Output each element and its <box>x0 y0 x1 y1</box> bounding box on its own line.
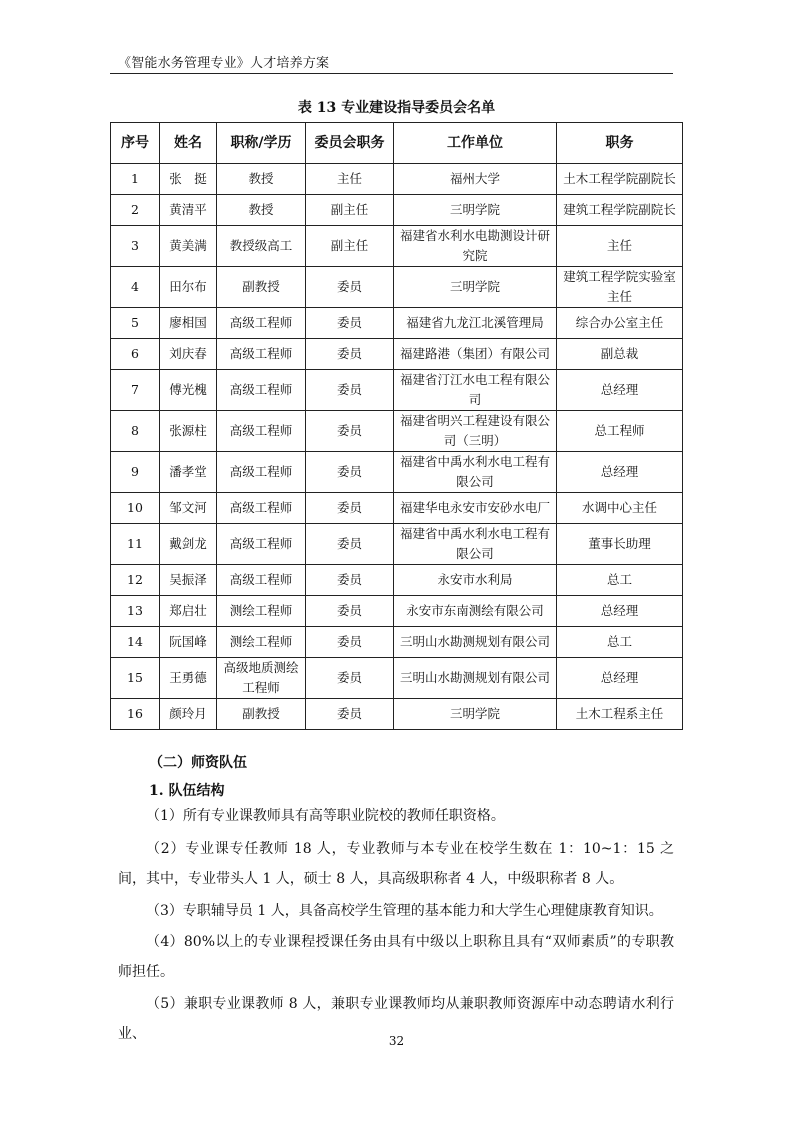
col-header-committee-role: 委员会职务 <box>306 123 394 164</box>
employer-cell: 福建华电永安市安砂水电厂 <box>394 493 557 524</box>
member-title-cell: 教授 <box>217 195 306 226</box>
position-cell: 水调中心主任 <box>557 493 683 524</box>
table-row <box>111 596 683 627</box>
member-name-cell: 傅光槐 <box>160 370 217 411</box>
member-name-cell: 阮国峰 <box>160 627 217 658</box>
row-index-cell: 2 <box>111 195 160 226</box>
row-index-cell: 14 <box>111 627 160 658</box>
employer-cell: 福州大学 <box>394 164 557 195</box>
col-header-position: 职务 <box>557 123 683 164</box>
member-name-cell: 潘孝堂 <box>160 452 217 493</box>
position-cell: 土木工程学院副院长 <box>557 164 683 195</box>
row-index-cell: 13 <box>111 596 160 627</box>
table-row <box>111 370 683 411</box>
committee-table <box>110 122 683 730</box>
table-row <box>111 452 683 493</box>
member-title-cell: 副教授 <box>217 267 306 308</box>
employer-cell: 三明山水勘测规划有限公司 <box>394 627 557 658</box>
position-cell: 建筑工程学院实验室主任 <box>557 267 683 308</box>
table-row <box>111 493 683 524</box>
employer-cell: 三明学院 <box>394 699 557 730</box>
table-header-row <box>111 123 683 164</box>
employer-cell: 福建省明兴工程建设有限公司（三明） <box>394 411 557 452</box>
member-title-cell: 高级工程师 <box>217 339 306 370</box>
committee-role-cell: 委员 <box>306 411 394 452</box>
member-name-cell: 郑启壮 <box>160 596 217 627</box>
committee-role-cell: 主任 <box>306 164 394 195</box>
employer-cell: 福建路港（集团）有限公司 <box>394 339 557 370</box>
employer-cell: 三明学院 <box>394 267 557 308</box>
member-title-cell: 副教授 <box>217 699 306 730</box>
member-title-cell: 高级工程师 <box>217 411 306 452</box>
committee-role-cell: 委员 <box>306 658 394 699</box>
row-index-cell: 11 <box>111 524 160 565</box>
member-name-cell: 王勇德 <box>160 658 217 699</box>
member-name-cell: 吴振泽 <box>160 565 217 596</box>
position-cell: 总经理 <box>557 596 683 627</box>
position-cell: 主任 <box>557 226 683 267</box>
committee-role-cell: 委员 <box>306 267 394 308</box>
table-row <box>111 226 683 267</box>
member-title-cell: 高级地质测绘工程师 <box>217 658 306 699</box>
row-index-cell: 6 <box>111 339 160 370</box>
table-row <box>111 267 683 308</box>
member-title-cell: 高级工程师 <box>217 565 306 596</box>
position-cell: 董事长助理 <box>557 524 683 565</box>
subsection-heading: 1. 队伍结构 <box>149 783 225 799</box>
committee-role-cell: 委员 <box>306 370 394 411</box>
row-index-cell: 9 <box>111 452 160 493</box>
paragraph: （5）兼职专业课教师 8 人，兼职专业课教师均从兼职教师资源库中动态聘请水利行业、 <box>118 996 674 1042</box>
position-cell: 总经理 <box>557 452 683 493</box>
running-header: 《智能水务管理专业》人才培养方案 <box>118 56 330 71</box>
member-name-cell: 黄美满 <box>160 226 217 267</box>
row-index-cell: 15 <box>111 658 160 699</box>
position-cell: 总经理 <box>557 370 683 411</box>
table-caption: 表 13 专业建设指导委员会名单 <box>297 100 496 116</box>
row-index-cell: 3 <box>111 226 160 267</box>
paragraph: （2）专业课专任教师 18 人，专业教师与本专业在校学生数在 1：10~1：15 之间，其中，专业带头人 1 人，硕士 8 人，具高级职称者 4 人，中级职称者 8 人。 <box>118 841 674 887</box>
member-name-cell: 张源柱 <box>160 411 217 452</box>
col-header-name: 姓名 <box>160 123 217 164</box>
member-name-cell: 邹文河 <box>160 493 217 524</box>
employer-cell: 永安市东南测绘有限公司 <box>394 596 557 627</box>
position-cell: 建筑工程学院副院长 <box>557 195 683 226</box>
committee-role-cell: 委员 <box>306 452 394 493</box>
section-heading: （二）师资队伍 <box>149 755 247 771</box>
committee-role-cell: 委员 <box>306 627 394 658</box>
member-title-cell: 高级工程师 <box>217 308 306 339</box>
committee-role-cell: 委员 <box>306 524 394 565</box>
table-row <box>111 524 683 565</box>
table-row <box>111 195 683 226</box>
committee-role-cell: 委员 <box>306 308 394 339</box>
position-cell: 土木工程系主任 <box>557 699 683 730</box>
member-title-cell: 测绘工程师 <box>217 627 306 658</box>
table-row <box>111 308 683 339</box>
member-title-cell: 教授 <box>217 164 306 195</box>
paragraph: （3）专职辅导员 1 人，具备高校学生管理的基本能力和大学生心理健康教育知识。 <box>146 903 663 919</box>
committee-role-cell: 委员 <box>306 565 394 596</box>
table-row <box>111 627 683 658</box>
member-title-cell: 教授级高工 <box>217 226 306 267</box>
member-title-cell: 高级工程师 <box>217 493 306 524</box>
employer-cell: 福建省中禹水利水电工程有限公司 <box>394 524 557 565</box>
row-index-cell: 1 <box>111 164 160 195</box>
member-title-cell: 高级工程师 <box>217 452 306 493</box>
employer-cell: 三明学院 <box>394 195 557 226</box>
committee-role-cell: 副主任 <box>306 226 394 267</box>
table-row <box>111 699 683 730</box>
col-header-employer: 工作单位 <box>394 123 557 164</box>
row-index-cell: 8 <box>111 411 160 452</box>
table-row <box>111 339 683 370</box>
committee-role-cell: 委员 <box>306 699 394 730</box>
position-cell: 总工 <box>557 627 683 658</box>
header-rule <box>110 73 673 74</box>
row-index-cell: 7 <box>111 370 160 411</box>
table-row <box>111 658 683 699</box>
employer-cell: 三明山水勘测规划有限公司 <box>394 658 557 699</box>
position-cell: 总工程师 <box>557 411 683 452</box>
member-name-cell: 刘庆春 <box>160 339 217 370</box>
table-row <box>111 565 683 596</box>
row-index-cell: 5 <box>111 308 160 339</box>
employer-cell: 福建省九龙江北溪管理局 <box>394 308 557 339</box>
row-index-cell: 4 <box>111 267 160 308</box>
employer-cell: 永安市水利局 <box>394 565 557 596</box>
table-body <box>111 164 683 730</box>
member-name-cell: 田尔布 <box>160 267 217 308</box>
page-number: 32 <box>388 1034 405 1048</box>
member-title-cell: 高级工程师 <box>217 524 306 565</box>
position-cell: 总经理 <box>557 658 683 699</box>
committee-role-cell: 副主任 <box>306 195 394 226</box>
member-name-cell: 戴剑龙 <box>160 524 217 565</box>
row-index-cell: 10 <box>111 493 160 524</box>
position-cell: 总工 <box>557 565 683 596</box>
col-header-title: 职称/学历 <box>217 123 306 164</box>
committee-role-cell: 委员 <box>306 596 394 627</box>
member-name-cell: 廖相国 <box>160 308 217 339</box>
member-name-cell: 黄清平 <box>160 195 217 226</box>
employer-cell: 福建省汀江水电工程有限公司 <box>394 370 557 411</box>
member-name-cell: 张 挺 <box>160 164 217 195</box>
member-name-cell: 颜玲月 <box>160 699 217 730</box>
committee-role-cell: 委员 <box>306 339 394 370</box>
col-header-index: 序号 <box>111 123 160 164</box>
committee-role-cell: 委员 <box>306 493 394 524</box>
employer-cell: 福建省中禹水利水电工程有限公司 <box>394 452 557 493</box>
table-row <box>111 411 683 452</box>
row-index-cell: 16 <box>111 699 160 730</box>
position-cell: 副总裁 <box>557 339 683 370</box>
paragraph: （1）所有专业课教师具有高等职业院校的教师任职资格。 <box>146 808 505 824</box>
employer-cell: 福建省水利水电勘测设计研究院 <box>394 226 557 267</box>
member-title-cell: 测绘工程师 <box>217 596 306 627</box>
position-cell: 综合办公室主任 <box>557 308 683 339</box>
table-row <box>111 164 683 195</box>
member-title-cell: 高级工程师 <box>217 370 306 411</box>
paragraph: （4）80%以上的专业课程授课任务由具有中级以上职称且具有“双师素质”的专职教师担任。 <box>118 934 674 980</box>
row-index-cell: 12 <box>111 565 160 596</box>
